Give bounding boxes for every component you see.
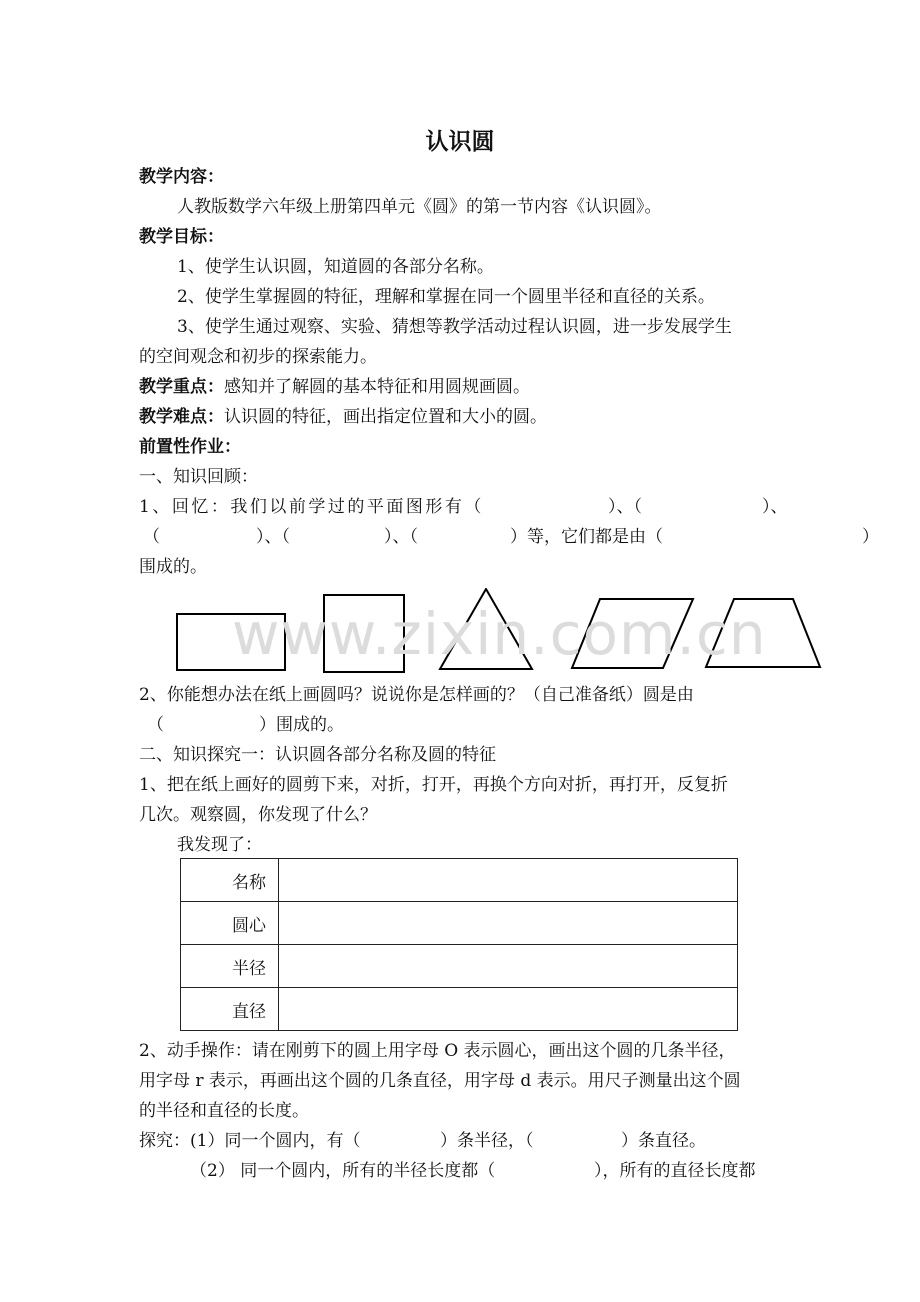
- goals-heading: 教学目标：: [139, 227, 224, 247]
- table-row: [181, 945, 738, 988]
- question-2-line1: 2、你能想办法在纸上画圆吗？说说你是怎样画的？（自己准备纸）圆是由: [139, 685, 694, 705]
- explore-1-line1: 1、把在纸上画好的圆剪下来，对折，打开，再换个方向对折，再打开，反复折: [139, 775, 728, 795]
- content-text: 人教版数学六年级上册第四单元《圆》的第一节内容《认识圆》。: [177, 197, 662, 217]
- difficulty-label: 教学难点：: [139, 407, 224, 427]
- table-cell-label: 圆心: [181, 902, 279, 945]
- key-point: [139, 376, 530, 398]
- question-1-line2-a: （: [143, 527, 160, 547]
- section-1-heading: 一、知识回顾：: [139, 467, 258, 487]
- key-point-text: 感知并了解圆的基本特征和用圆规画圆。: [224, 377, 530, 397]
- table-row: [181, 902, 738, 945]
- table-cell-label: 直径: [181, 988, 279, 1031]
- question-1-line2-c: ）、（: [384, 527, 418, 547]
- probe-1-b: ）条半径，（: [440, 1131, 534, 1151]
- goal-item-3-line2: 的空间观念和初步的探索能力。: [139, 347, 377, 367]
- table-cell-answer[interactable]: [279, 859, 738, 902]
- question-1-line3: 围成的。: [139, 557, 207, 577]
- goal-item-2: 2、使学生掌握圆的特征，理解和掌握在同一个圆里半径和直径的关系。: [177, 287, 715, 307]
- question-1-line1-c: ）、: [762, 497, 788, 517]
- difficulty: [139, 406, 547, 428]
- explore-2-line1: 2、动手操作：请在刚剪下的圆上用字母 O 表示圆心，画出这个圆的几条半径，: [139, 1041, 736, 1061]
- table-row: [181, 859, 738, 902]
- probe-2-a: （2） 同一个圆内，所有的半径长度都（: [190, 1161, 496, 1181]
- goal-item-1: 1、使学生认识圆，知道圆的各部分名称。: [177, 257, 494, 277]
- difficulty-text: 认识圆的特征，画出指定位置和大小的圆。: [224, 407, 547, 427]
- goal-item-3-line1: 3、使学生通过观察、实验、猜想等教学活动过程认识圆，进一步发展学生: [177, 317, 732, 337]
- table-cell-answer[interactable]: [279, 902, 738, 945]
- probe-1-a: 探究：(1）同一个圆内，有（: [139, 1131, 361, 1151]
- content-heading: 教学内容：: [139, 167, 224, 187]
- question-2-line2-a: （: [147, 715, 164, 735]
- explore-2-line3: 的半径和直径的长度。: [139, 1101, 309, 1121]
- discovery-table: [180, 858, 738, 1031]
- probe-1-c: ）条直径。: [621, 1131, 706, 1151]
- key-point-label: 教学重点：: [139, 377, 224, 397]
- question-1-line1-a: 1、回忆：我们以前学过的平面图形有（: [139, 497, 484, 517]
- table-cell-answer[interactable]: [279, 988, 738, 1031]
- table-cell-label: 名称: [181, 859, 279, 902]
- probe-2-b: ），所有的直径长度都: [594, 1161, 756, 1181]
- question-1-line2-e: ）: [862, 527, 879, 547]
- homework-heading: 前置性作业：: [139, 437, 241, 457]
- question-2-line2-b: ）围成的。: [259, 715, 344, 735]
- table-row: [181, 988, 738, 1031]
- section-2-heading: 二、知识探究一：认识圆各部分名称及圆的特征: [139, 745, 496, 765]
- explore-1-line2: 几次。观察圆，你发现了什么？: [139, 805, 377, 825]
- question-1-line1-b: ）、（: [608, 497, 642, 517]
- explore-2-line2: 用字母 r 表示，再画出这个圆的几条直径，用字母 d 表示。用尺子测量出这个圆: [139, 1071, 741, 1091]
- table-cell-answer[interactable]: [279, 945, 738, 988]
- page-title: 认识圆: [425, 129, 495, 155]
- found-label: 我发现了：: [177, 835, 262, 855]
- question-1-line2-d: ）等，它们都是由（: [510, 527, 663, 547]
- watermark: www.zixin.com.cn: [232, 600, 767, 668]
- question-1-line2-b: ）、（: [256, 527, 290, 547]
- table-cell-label: 半径: [181, 945, 279, 988]
